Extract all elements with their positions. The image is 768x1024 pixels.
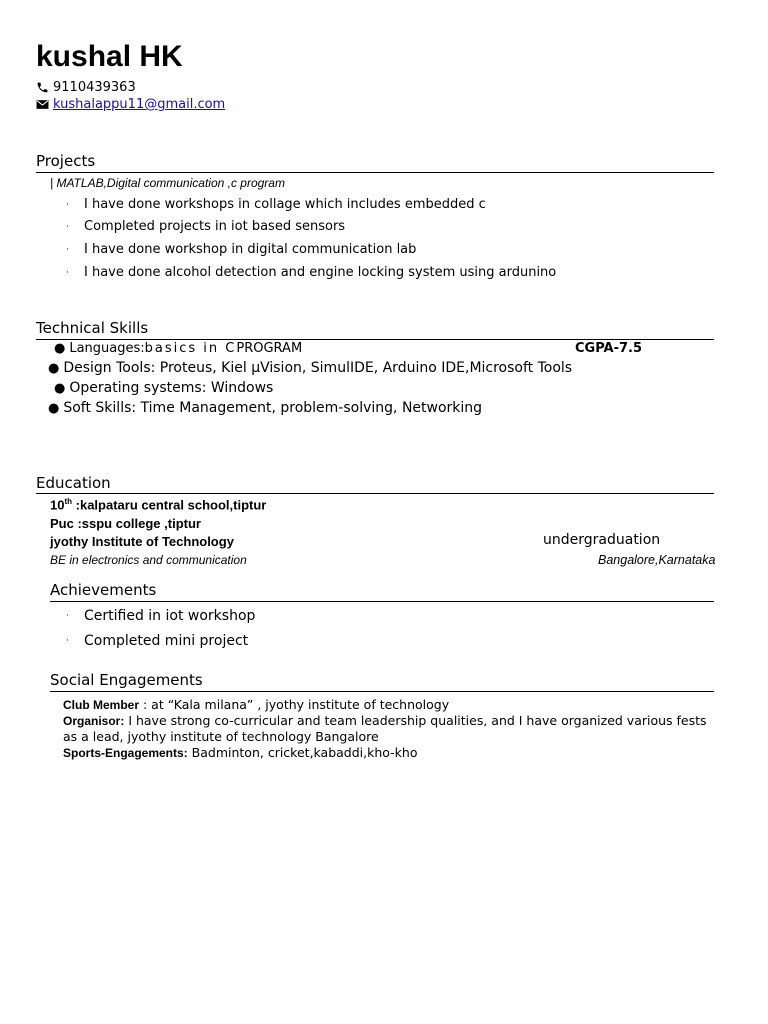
skills-heading: Technical Skills — [36, 319, 149, 337]
achievements-heading: Achievements — [50, 581, 157, 599]
email-row — [36, 97, 225, 112]
list-item: · Completed projects in iot based sensors — [66, 219, 346, 234]
email-link[interactable]: kushalappu11@gmail.com — [53, 97, 226, 112]
candidate-name: kushal HK — [36, 40, 183, 73]
social-sports: Sports-Engagements: Badminton, cricket,kabaddi,kho-kho — [63, 745, 418, 760]
education-heading: Education — [36, 474, 111, 492]
edu-degree: BE in electronics and communication — [50, 553, 247, 567]
projects-divider — [36, 172, 714, 173]
list-item: · Certified in iot workshop — [66, 608, 256, 624]
skill-languages: ● Languages: basics in C PROGRAM — [54, 341, 303, 356]
edu-college: jyothy Institute of Technology — [50, 534, 234, 549]
projects-heading: Projects — [36, 152, 96, 170]
phone-icon — [36, 81, 49, 94]
envelope-icon — [36, 99, 49, 110]
edu-puc: Puc :sspu college ,tiptur — [50, 516, 201, 531]
list-item: · I have done workshops in collage which includes embedded c — [66, 197, 486, 212]
social-divider — [50, 691, 714, 692]
skill-design-tools: ● Design Tools: Proteus, Kiel µVision, SimulIDE, Arduino IDE,Microsoft Tools — [48, 360, 573, 376]
phone-number: 9110439363 — [53, 80, 136, 95]
skill-os: ● Operating systems: Windows — [54, 380, 274, 396]
social-organisor: Organisor: I have strong co-curricular and team leadership qualities, and I have organized various fests as a lead, jyothy institute of technology Bangalore — [63, 713, 707, 744]
cgpa-value: CGPA-7.5 — [575, 341, 643, 356]
social-club: Club Member : at “Kala milana” , jyothy institute of technology — [63, 697, 450, 712]
list-item: · I have done workshop in digital communication lab — [66, 242, 417, 257]
phone-row — [36, 80, 136, 95]
edu-tenth: 10th :kalpataru central school,tiptur — [50, 497, 267, 513]
skill-soft: ● Soft Skills: Time Management, problem-solving, Networking — [48, 400, 483, 416]
projects-subtitle: | MATLAB,Digital communication ,c program — [50, 176, 285, 190]
skills-divider — [36, 339, 714, 340]
edu-location: Bangalore,Karnataka — [598, 553, 716, 567]
social-heading: Social Engagements — [50, 671, 203, 689]
education-divider — [36, 493, 714, 494]
edu-level: undergraduation — [543, 532, 661, 548]
achievements-divider — [50, 601, 714, 602]
list-item: · Completed mini project — [66, 633, 249, 649]
list-item: · I have done alcohol detection and engine locking system using ardunino — [66, 265, 557, 280]
